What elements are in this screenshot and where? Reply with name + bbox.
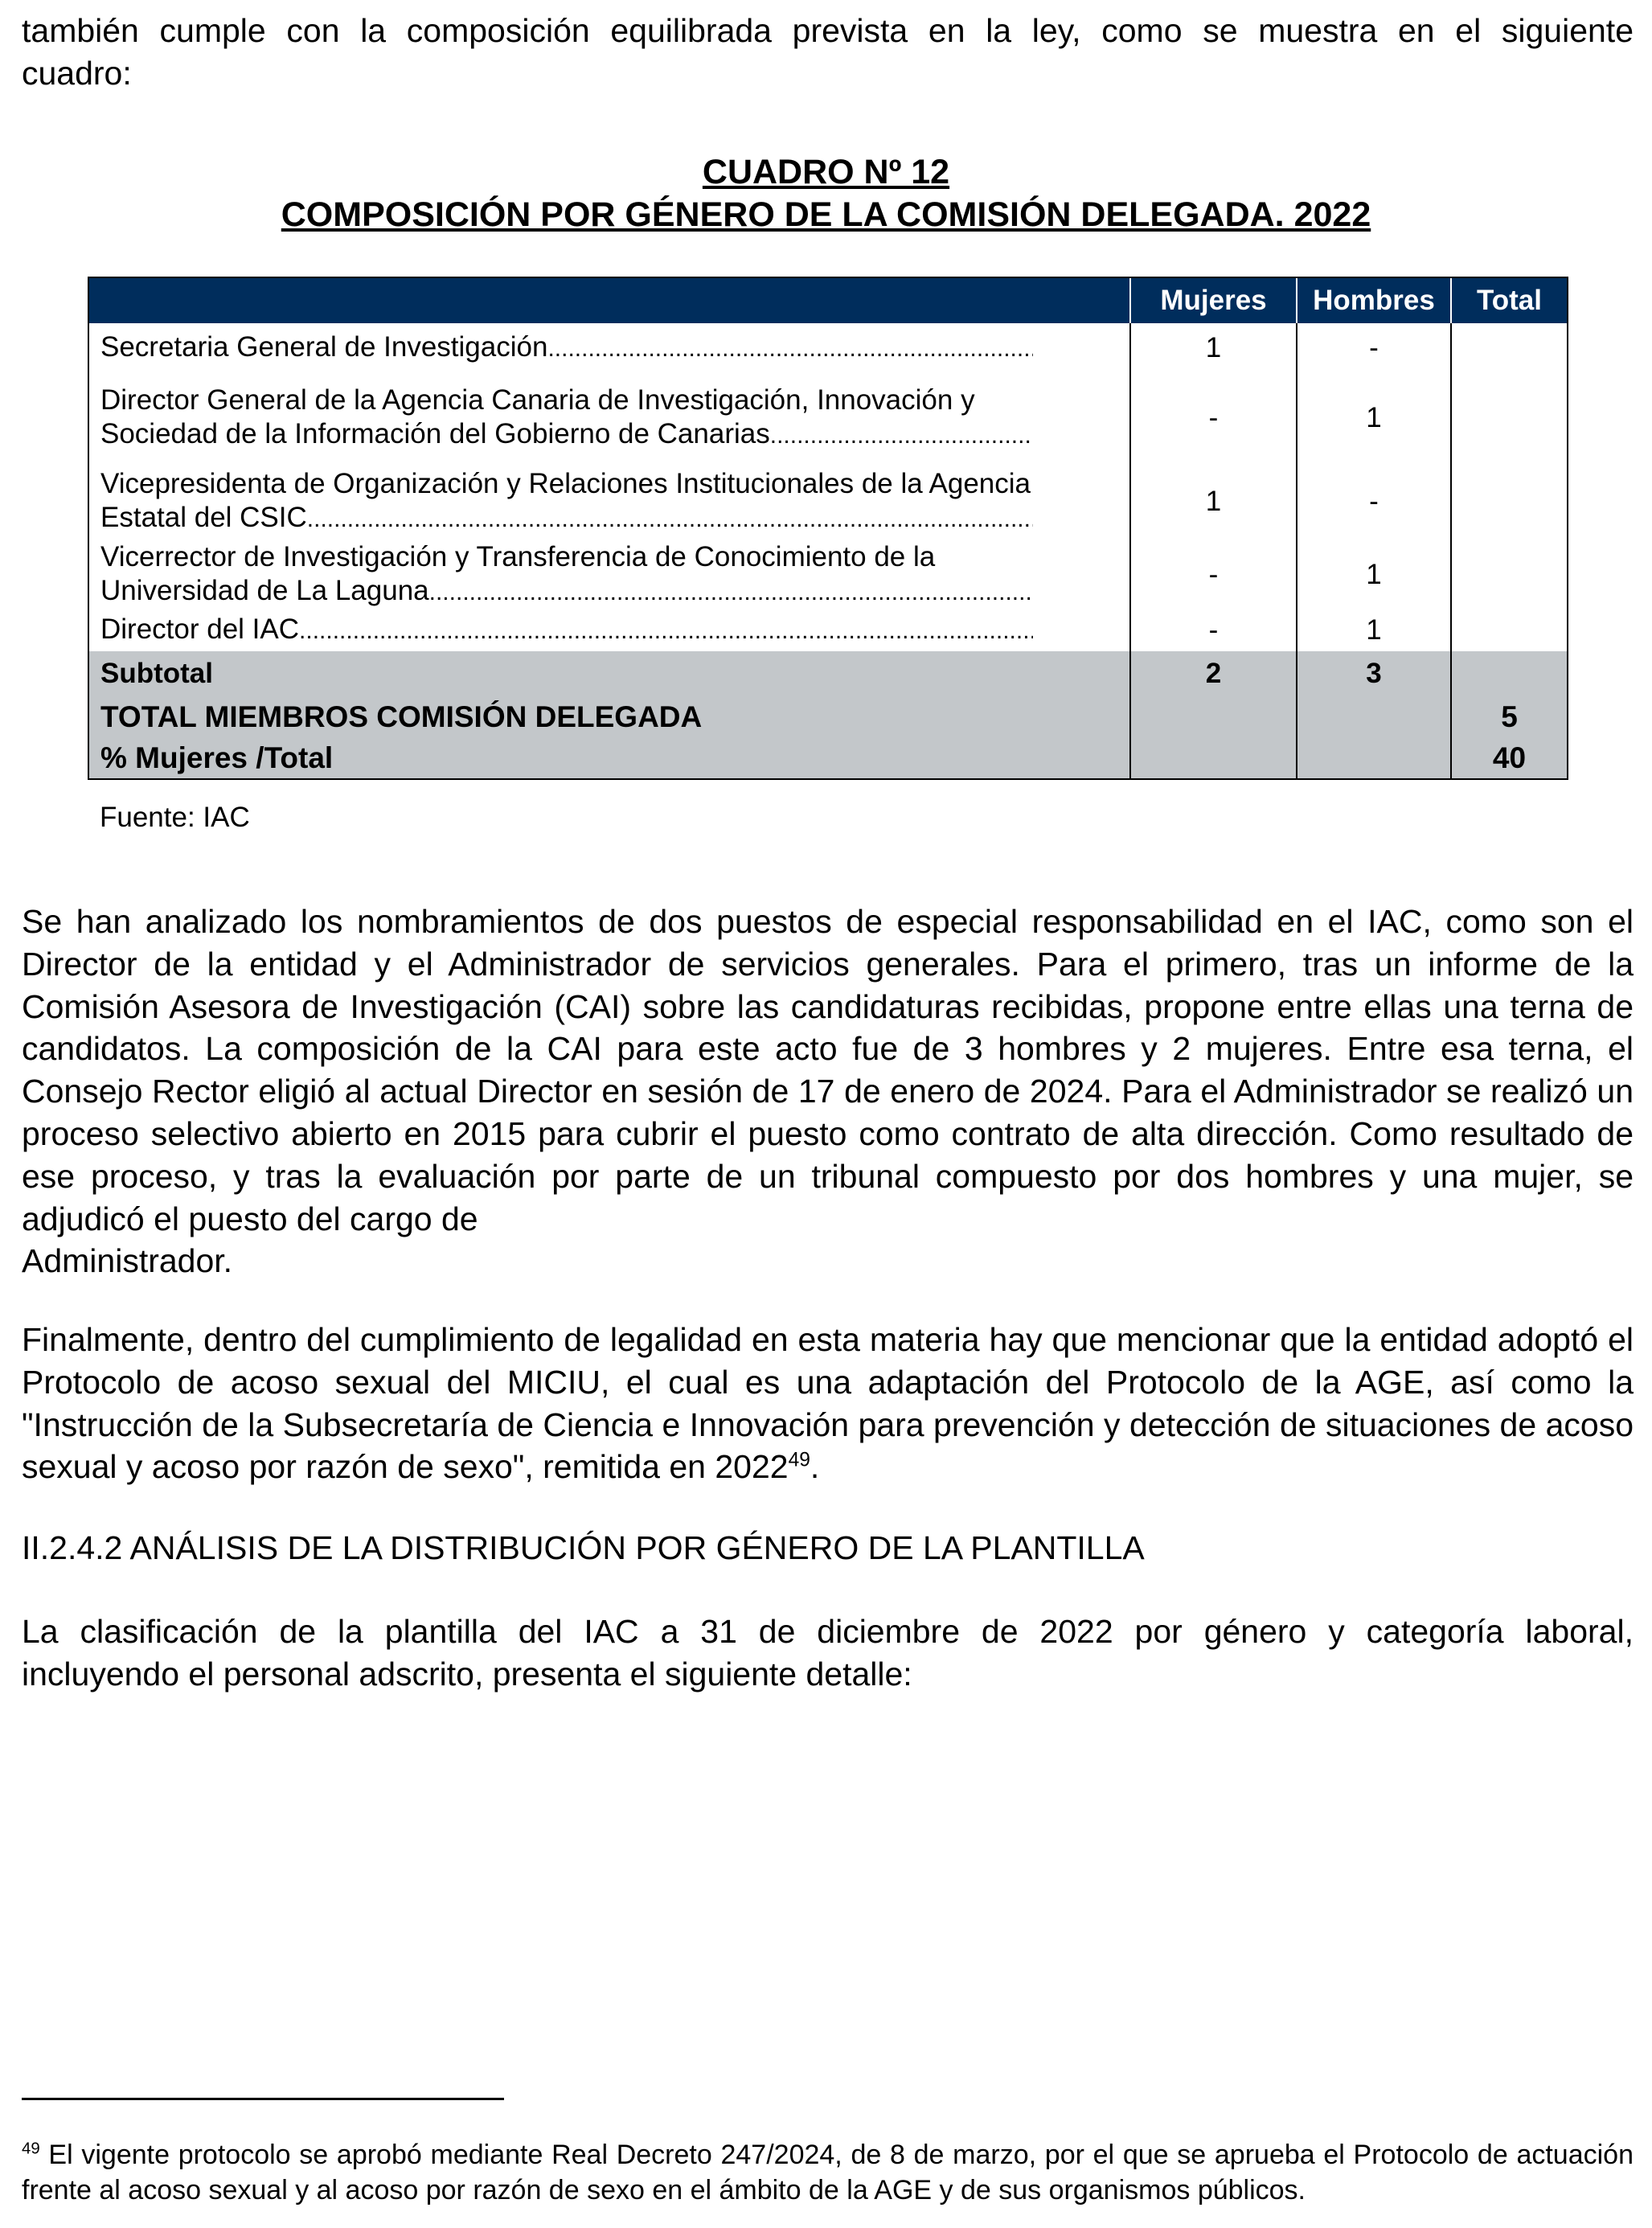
- paragraph-staff: La clasificación de la plantilla del IAC a 31 de diciembre de 2022 por género y categoría laboral, incluyendo el personal adscrito, presenta el siguiente detalle:: [22, 1613, 1634, 1693]
- table-body: [89, 323, 1567, 651]
- dot-leader: [770, 417, 1033, 453]
- composition-table: [88, 277, 1568, 780]
- row-label: Director del IAC .....: [89, 609, 1129, 651]
- cell-hombres: 1: [1296, 373, 1450, 462]
- cell-hombres: 1: [1296, 540, 1450, 609]
- cell-mujeres: -: [1129, 540, 1296, 609]
- footnote-ref[interactable]: 49: [788, 1449, 810, 1471]
- cell-mujeres: 1: [1129, 462, 1296, 540]
- paragraph-appointments: Se han analizado los nombramientos de dos puestos de especial responsabilidad en el IAC, como son el Director de la entidad y el Administrador de servicios generales. Para el primero, tras un informe de la Comisión Asesora de Investigación (CAI) sobre las candidaturas recibidas, propone entre ellas una terna de candidatos. La composición de la CAI para este acto fue de 3 hombres y 2 mujeres. Entre esa terna, el Consejo Rector eligió al actual Director en sesión de 17 de enero de 2024. Para el Administrador se realizó un proceso selectivo abierto en 2015 para cubrir el puesto como contrato de alta dirección. Como resultado de ese proceso, y tras la evaluación por parte de un tribunal compuesto por dos hombres y una mujer, se adjudicó el puesto del cargo de Administrador.: [22, 903, 1634, 1280]
- row-label: Secretaria General de Investigación .....: [89, 323, 1129, 373]
- subtotal-row: Subtotal 2 3: [89, 651, 1567, 697]
- table-header-row: [89, 278, 1567, 323]
- table-source: Fuente: IAC: [100, 802, 250, 833]
- cell-hombres: -: [1296, 462, 1450, 540]
- footnote-divider: [22, 2098, 504, 2100]
- paragraph-protocol: Finalmente, dentro del cumplimiento de legalidad en esta materia hay que mencionar que la entidad adoptó el Protocolo de acoso sexual del MICIU, el cual es una adaptación del Protocolo de la AGE, así como la "Instrucción de la Subsecretaría de Ciencia e Innovación para prevención y detección de situaciones de acoso sexual y acoso por razón de sexo", remitida en 2022$^{49}$.: [22, 1321, 1634, 1486]
- cell-total: [1450, 462, 1567, 540]
- intro-paragraph: también cumple con la composición equilibrada prevista en la ley, como se muestra en el siguiente cuadro:: [22, 12, 1634, 92]
- row-label: Vicerrector de Investigación y Transferencia de Conocimiento de la Universidad de La Laguna .....: [89, 540, 1129, 609]
- cell-hombres: -: [1296, 323, 1450, 373]
- table-row: [89, 323, 1567, 373]
- header-total: Total: [1450, 278, 1567, 323]
- table-number: CUADRO Nº 12: [702, 153, 950, 191]
- cell-total: [1450, 373, 1567, 462]
- table-row: [89, 609, 1567, 651]
- footnote: $^{49}$ El vigente protocolo se aprobó mediante Real Decreto 247/2024, de 8 de marzo, por el que se aprueba el Protocolo de actuación frente al acoso sexual y al acoso por razón de sexo en el ámbito de la AGE y de sus organismos públicos.: [22, 2140, 1634, 2205]
- cell-total: [1450, 609, 1567, 651]
- table-row: [89, 373, 1567, 462]
- header-hombres: Hombres: [1296, 278, 1450, 323]
- dot-leader: [307, 501, 1033, 536]
- table-row: [89, 462, 1567, 540]
- section-heading: II.2.4.2 ANÁLISIS DE LA DISTRIBUCIÓN POR GÉNERO DE LA PLANTILLA: [22, 1529, 1145, 1566]
- cell-mujeres: -: [1129, 609, 1296, 651]
- row-label: Vicepresidenta de Organización y Relaciones Institucionales de la Agencia Estatal del CSIC .....: [89, 462, 1129, 540]
- cell-hombres: 1: [1296, 609, 1450, 651]
- cell-total: [1450, 323, 1567, 373]
- dot-leader: [429, 574, 1033, 609]
- table-title: COMPOSICIÓN POR GÉNERO DE LA COMISIÓN DELEGADA. 2022: [281, 195, 1371, 234]
- cell-mujeres: -: [1129, 373, 1296, 462]
- table-row: [89, 540, 1567, 609]
- cell-total: [1450, 540, 1567, 609]
- header-mujeres: Mujeres: [1129, 278, 1296, 323]
- row-label: Director General de la Agencia Canaria de Investigación, Innovación y Sociedad de la Información del Gobierno de Canarias .....: [89, 373, 1129, 462]
- cell-mujeres: 1: [1129, 323, 1296, 373]
- dot-leader: [547, 330, 1033, 366]
- dot-leader: [299, 613, 1033, 648]
- percent-row: % Mujeres /Total 40: [89, 738, 1567, 778]
- total-row: TOTAL MIEMBROS COMISIÓN DELEGADA 5: [89, 695, 1567, 740]
